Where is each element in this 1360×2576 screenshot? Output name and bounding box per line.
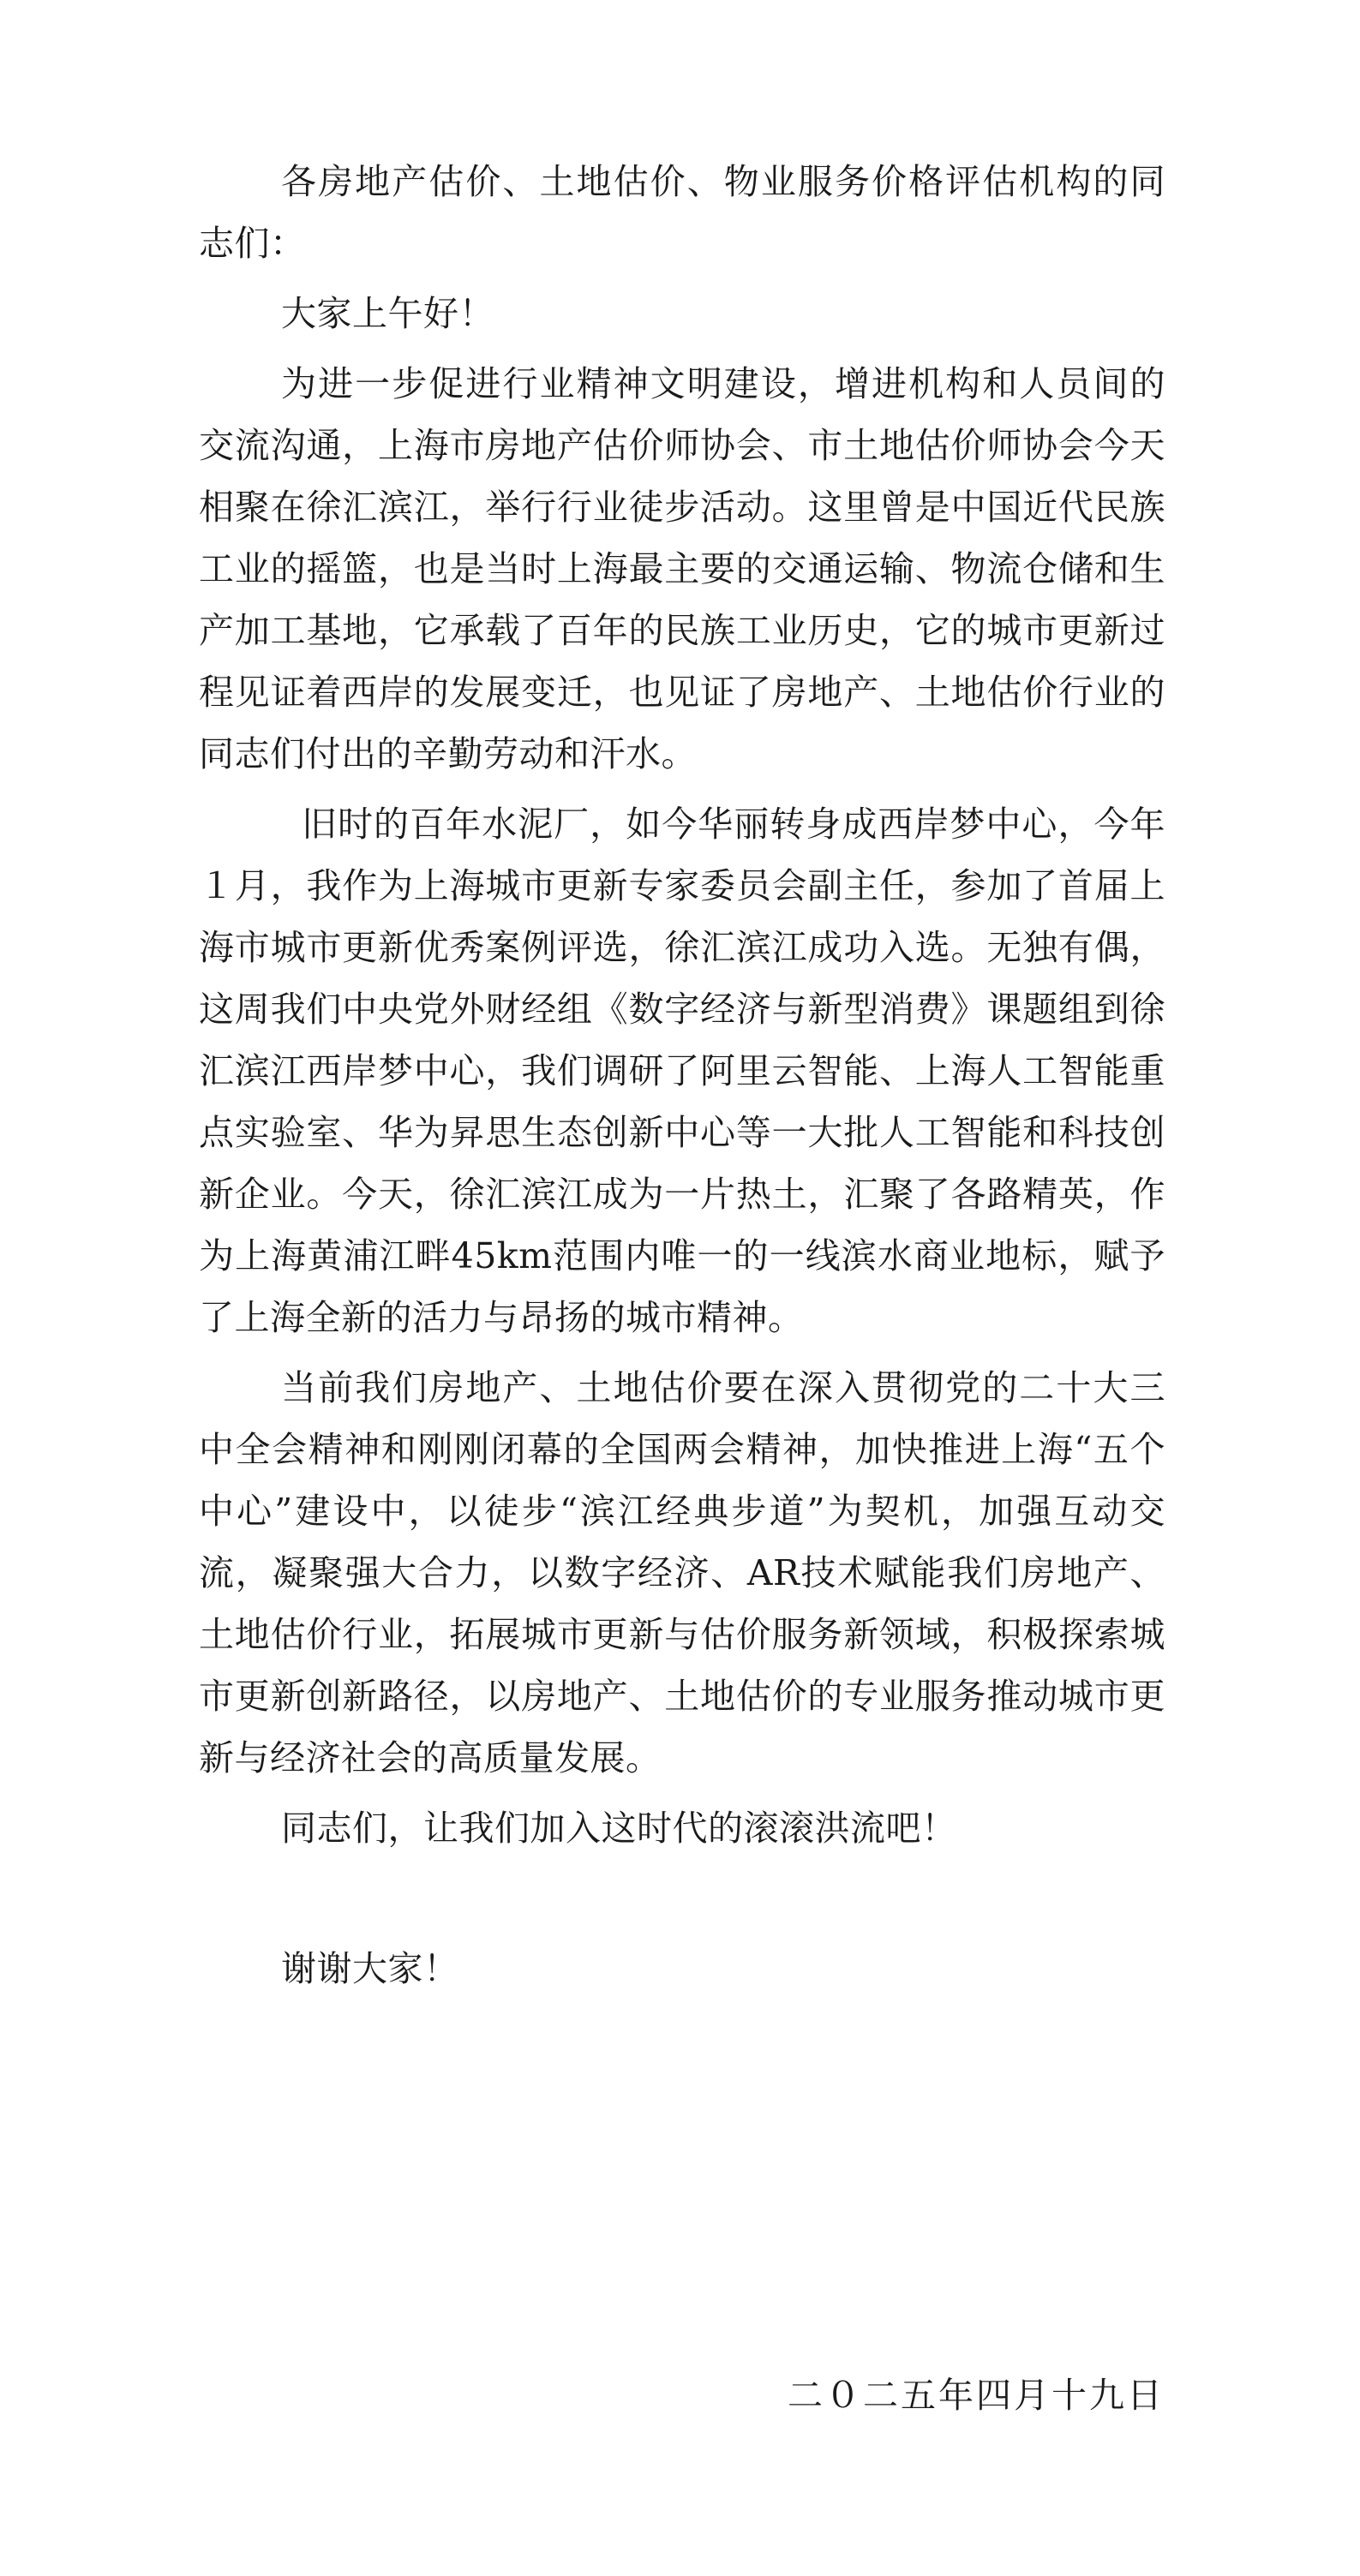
blank-line: [199, 1868, 1165, 1938]
paragraph-3: 当前我们房地产、土地估价要在深入贯彻党的二十大三中全会精神和刚刚闭幕的全国两会精神，加快推进上海“五个中心”建设中，以徒步“滨江经典步道”为契机，加强互动交流，凝聚强大合力，以数字经济、AR技术赋能我们房地产、土地估价行业，拓展城市更新与估价服务新领域，积极探索城市更新创新路径，以房地产、土地估价的专业服务推动城市更新与经济社会的高质量发展。: [199, 1367, 1165, 1778]
speech-body: [199, 151, 1165, 2008]
date-line: 二０二五年四月十九日: [788, 2375, 1165, 2416]
paragraph-4: 同志们，让我们加入这时代的滚滚洪流吧！: [281, 1808, 957, 1849]
salutation: 各房地产估价、土地估价、物业服务价格评估机构的同志们：: [199, 161, 1165, 264]
paragraph-2: 旧时的百年水泥厂，如今华丽转身成西岸梦中心，今年１月，我作为上海城市更新专家委员会副主任，参加了首届上海市城市更新优秀案例评选，徐汇滨江成功入选。无独有偶，这周我们中央党外财经组《数字经济与新型消费》课题组到徐汇滨江西岸梦中心，我们调研了阿里云智能、上海人工智能重点实验室、华为昇思生态创新中心等一大批人工智能和科技创新企业。今天，徐汇滨江成为一片热土，汇聚了各路精英，作为上海黄浦江畔45km范围内唯一的一线滨水商业地标，赋予了上海全新的活力与昂扬的城市精神。: [199, 804, 1165, 1338]
greeting: 大家上午好！: [281, 293, 494, 334]
closing: 谢谢大家！: [281, 1948, 459, 1989]
paragraph-1: 为进一步促进行业精神文明建设，增进机构和人员间的交流沟通，上海市房地产估价师协会、市土地估价师协会今天相聚在徐汇滨江，举行行业徒步活动。这里曾是中国近代民族工业的摇篮，也是当时上海最主要的交通运输、物流仓储和生产加工基地，它承载了百年的民族工业历史，它的城市更新过程见证着西岸的发展变迁，也见证了房地产、土地估价行业的同志们付出的辛勤劳动和汗水。: [199, 363, 1165, 774]
